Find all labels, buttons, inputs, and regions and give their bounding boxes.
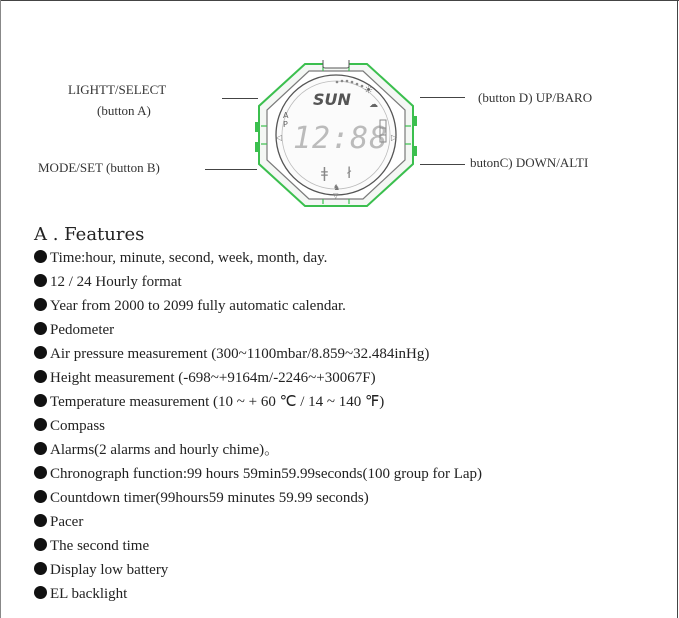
bullet-icon [34,298,47,311]
button-c-shape [413,146,417,156]
watch-time-display: 12:88 [293,121,389,156]
features-list [34,246,674,606]
button-c-leader-line [420,164,465,165]
bullet-icon [34,394,47,407]
list-item: Display low battery [34,558,674,582]
button-a-label: LIGHTT/SELECT [68,82,167,97]
bullet-icon [34,346,47,359]
left-arrow-icon: ◁ [276,133,283,142]
button-b-label: MODE/SET (button B) [38,160,160,175]
list-item: Compass [34,414,674,438]
list-item: Countdown timer(99hours59 minutes 59.99 seconds) [34,486,674,510]
list-item: Time:hour, minute, second, week, month, day. [34,246,674,270]
list-item: Temperature measurement (10 ~ + 60 ℃ / 14 ~ 140 ℉) [34,390,674,414]
list-item: Alarms(2 alarms and hourly chime)。 [34,438,674,462]
bullet-icon [34,586,47,599]
down-arrow-icon: ▽ [333,192,339,200]
right-arrow-icon: ▷ [391,133,398,142]
bullet-icon [34,562,47,575]
sun-cloud-icon: ☀ [364,85,373,96]
step-segment-right: ł [347,164,352,182]
button-d-shape [413,116,417,126]
button-b-leader-line [205,169,257,170]
list-item: Air pressure measurement (300~1100mbar/8.859~32.484inHg) [34,342,674,366]
button-a-shape [255,122,259,132]
watch-top-tab [323,60,349,68]
watch-day-display: SUN [313,90,351,109]
features-heading: A . Features [34,224,145,245]
list-item: Chronograph function:99 hours 59min59.99seconds(100 group for Lap) [34,462,674,486]
watch-illustration [253,60,419,210]
button-a-sublabel: (button A) [97,103,151,118]
button-d-leader-line [420,97,465,98]
list-item: Height measurement (-698~+9164m/-2246~+30067F) [34,366,674,390]
step-segment-left: ǂ [321,164,328,182]
bullet-icon [34,370,47,383]
page-border-top [0,0,679,1]
bullet-icon [34,274,47,287]
bullet-icon [34,418,47,431]
am-indicator: A [283,111,289,120]
features-section [34,224,674,606]
weather-icon: ☁ [369,100,378,110]
list-item: 12 / 24 Hourly format [34,270,674,294]
list-item: The second time [34,534,674,558]
button-c-label: butonC) DOWN/ALTI [470,155,589,170]
bullet-icon [34,538,47,551]
list-item: Year from 2000 to 2099 fully automatic calendar. [34,294,674,318]
bullet-icon [34,442,47,455]
bullet-icon [34,514,47,527]
watch-diagram [0,60,679,210]
bullet-icon [34,250,47,263]
list-item: Pacer [34,510,674,534]
bullet-icon [34,466,47,479]
list-item: Pedometer [34,318,674,342]
runner-icon: ♞ [333,183,341,192]
bullet-icon [34,490,47,503]
list-item: EL backlight [34,582,674,606]
button-d-label: (button D) UP/BARO [478,90,593,105]
bullet-icon [34,322,47,335]
button-b-shape [255,142,259,152]
pm-indicator: P [283,120,288,129]
